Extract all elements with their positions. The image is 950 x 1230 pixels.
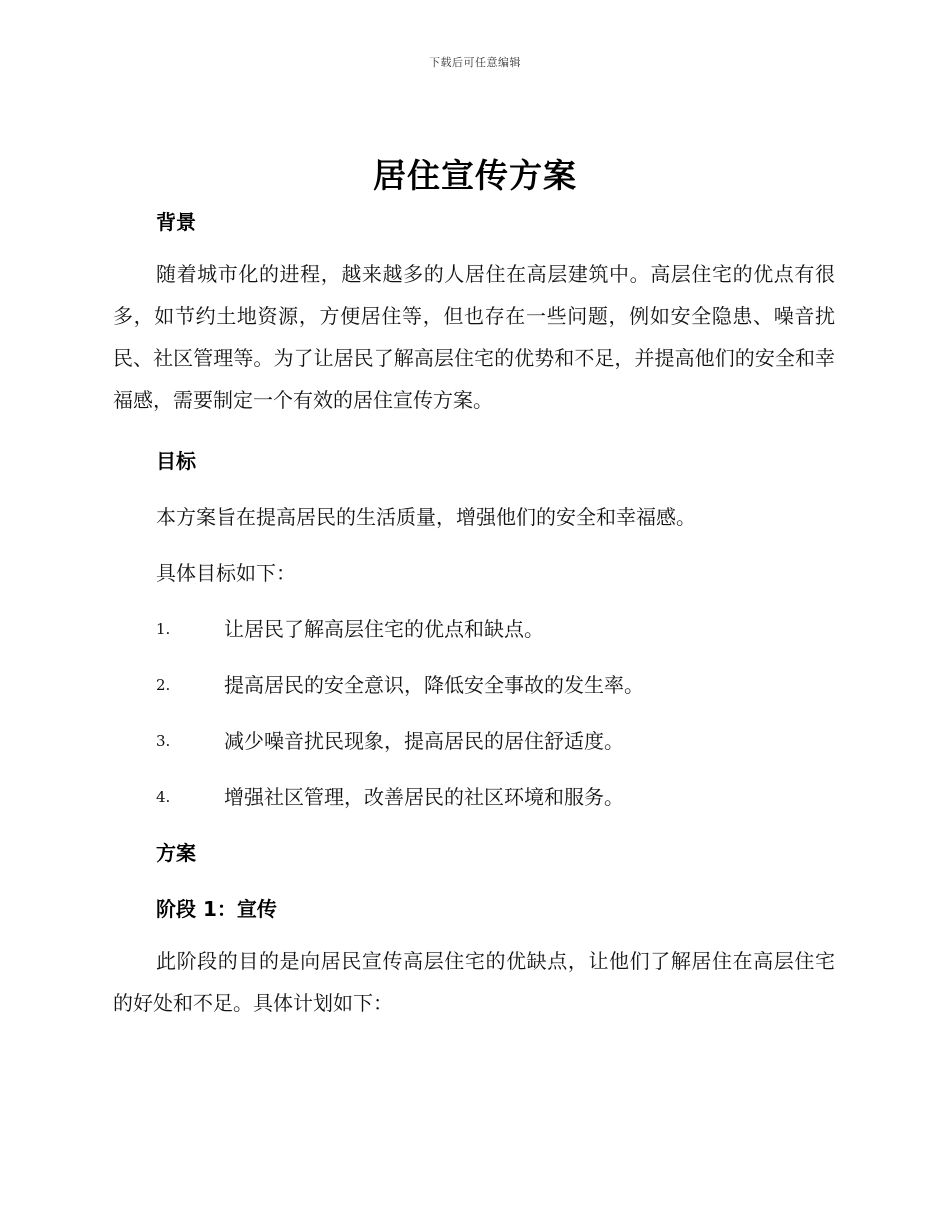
goals-list-intro: 具体目标如下：: [156, 561, 296, 585]
list-number: 4.: [156, 788, 171, 806]
goal-list-item: [156, 723, 835, 759]
background-paragraph: 随着城市化的进程，越来越多的人居住在高层建筑中。高层住宅的优点有很多，如节约土地资源，方便居住等，但也存在一些问题，例如安全隐患、噪音扰民、社区管理等。为了让居民了解高层住宅的优势和不足，并提高他们的安全和幸福感，需要制定一个有效的居住宣传方案。: [113, 262, 835, 412]
section-heading-goals: 目标: [156, 449, 196, 473]
goal-list-item: [156, 667, 835, 703]
list-item-text: 减少噪音扰民现象，提高居民的居住舒适度。: [224, 729, 624, 753]
phase-heading: 阶段 1：宣传: [156, 897, 277, 921]
goal-list-item: [156, 611, 835, 647]
list-number: 3.: [156, 732, 171, 750]
page-header: 下载后可任意编辑: [429, 56, 521, 69]
phase-paragraph: 此阶段的目的是向居民宣传高层住宅的优缺点，让他们了解居住在高层住宅的好处和不足。具体计划如下：: [113, 949, 835, 1015]
list-number: 2.: [156, 676, 171, 694]
goals-intro: 本方案旨在提高居民的生活质量，增强他们的安全和幸福感。: [156, 505, 696, 529]
document-title: 居住宣传方案: [373, 156, 577, 195]
section-heading-background: 背景: [156, 210, 196, 234]
section-heading-plan: 方案: [156, 841, 196, 865]
list-item-text: 提高居民的安全意识，降低安全事故的发生率。: [224, 673, 644, 697]
list-number: 1.: [156, 620, 171, 638]
document-body: [113, 204, 835, 1024]
list-item-text: 让居民了解高层住宅的优点和缺点。: [224, 617, 544, 641]
goal-list-item: [156, 779, 835, 815]
list-item-text: 增强社区管理，改善居民的社区环境和服务。: [224, 785, 624, 809]
